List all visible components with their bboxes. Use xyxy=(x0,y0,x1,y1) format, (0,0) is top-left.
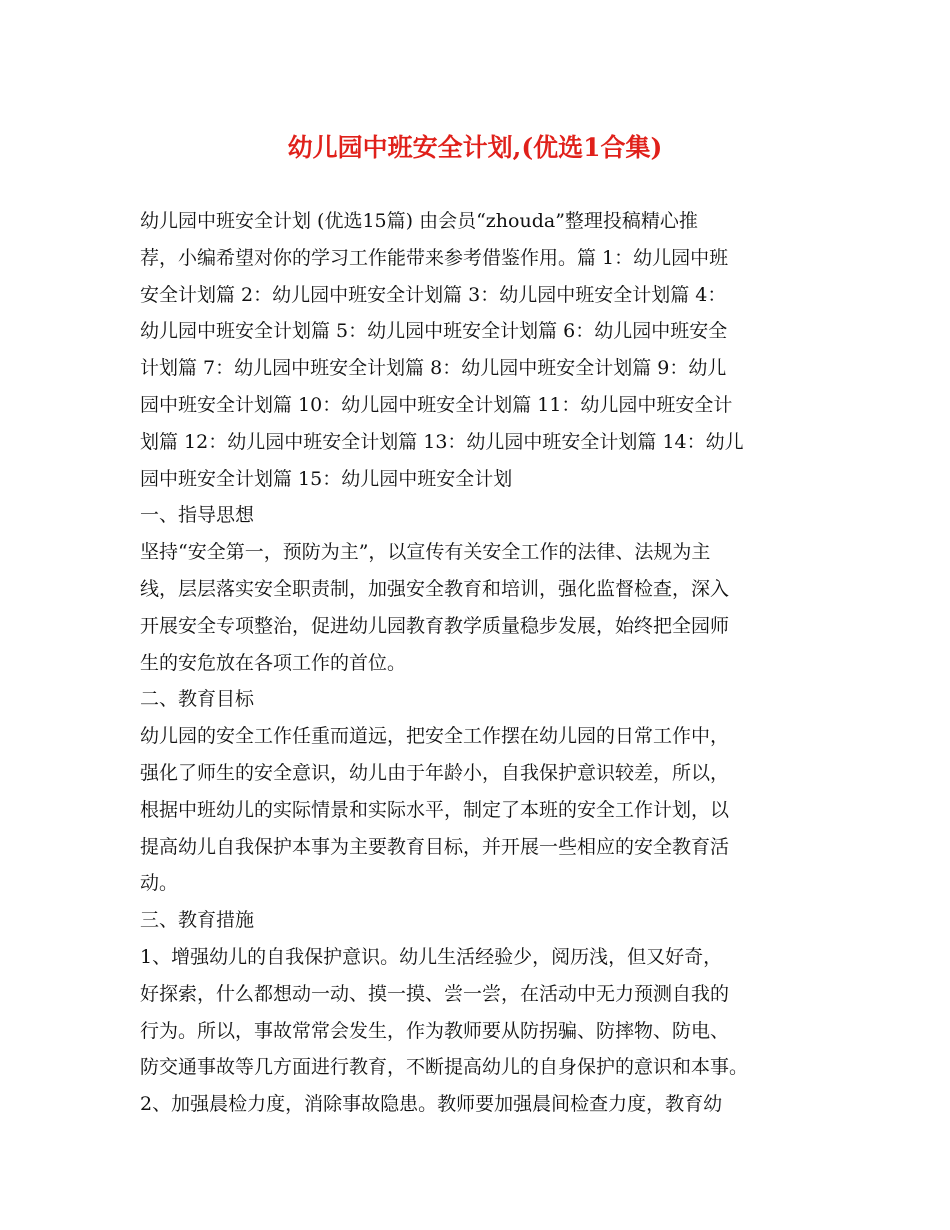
text-line: 坚持“安全第一，预防为主”，以宣传有关安全工作的法律、法规为主 xyxy=(140,541,711,564)
section-heading: 二、教育目标 xyxy=(140,688,255,711)
text-line: 幼儿园的安全工作任重而道远，把安全工作摆在幼儿园的日常工作中， xyxy=(140,725,730,748)
text-line: 动。 xyxy=(140,872,179,895)
text-line: 划篇 12：幼儿园中班安全计划篇 13：幼儿园中班安全计划篇 14：幼儿 xyxy=(140,430,744,453)
text-line: 线，层层落实安全职责制，加强安全教育和培训，强化监督检查，深入 xyxy=(140,577,730,600)
section-heading: 三、教育措施 xyxy=(140,909,255,932)
document-title: 幼儿园中班安全计划,(优选1合集) xyxy=(287,133,663,162)
text-line: 提高幼儿自我保护本事为主要教育目标，并开展一些相应的安全教育活 xyxy=(140,835,730,858)
text-line: 根据中班幼儿的实际情景和实际水平，制定了本班的安全工作计划，以 xyxy=(140,798,730,821)
text-line: 幼儿园中班安全计划 (优选15篇) 由会员“zhouda”整理投稿精心推 xyxy=(140,210,698,232)
text-line: 好探索，什么都想动一动、摸一摸、尝一尝，在活动中无力预测自我的 xyxy=(140,982,730,1005)
text-line: 幼儿园中班安全计划篇 5：幼儿园中班安全计划篇 6：幼儿园中班安全 xyxy=(140,320,728,343)
text-line: 生的安危放在各项工作的首位。 xyxy=(140,651,407,674)
text-line: 计划篇 7：幼儿园中班安全计划篇 8：幼儿园中班安全计划篇 9：幼儿 xyxy=(140,357,727,380)
text-line: 2、加强晨检力度，消除事故隐患。教师要加强晨间检查力度，教育幼 xyxy=(140,1093,723,1116)
text-line: 荐，小编希望对你的学习工作能带来参考借鉴作用。篇 1：幼儿园中班 xyxy=(140,246,729,269)
text-line: 行为。所以，事故常常会发生，作为教师要从防拐骗、防摔物、防电、 xyxy=(140,1019,730,1042)
text-line: 强化了师生的安全意识，幼儿由于年龄小，自我保护意识较差，所以， xyxy=(140,761,730,784)
document-body xyxy=(140,203,820,1123)
text-line: 防交通事故等几方面进行教育，不断提高幼儿的自身保护的意识和本事。 xyxy=(140,1056,749,1079)
text-line: 安全计划篇 2：幼儿园中班安全计划篇 3：幼儿园中班安全计划篇 4： xyxy=(140,283,727,306)
text-line: 园中班安全计划篇 10：幼儿园中班安全计划篇 11：幼儿园中班安全计 xyxy=(140,393,733,416)
section-heading: 一、指导思想 xyxy=(140,504,255,527)
text-line: 园中班安全计划篇 15：幼儿园中班安全计划 xyxy=(140,467,513,490)
text-line: 1、增强幼儿的自我保护意识。幼儿生活经验少，阅历浅，但又好奇， xyxy=(140,945,723,968)
text-line: 开展安全专项整治，促进幼儿园教育教学质量稳步发展，始终把全园师 xyxy=(140,614,730,637)
